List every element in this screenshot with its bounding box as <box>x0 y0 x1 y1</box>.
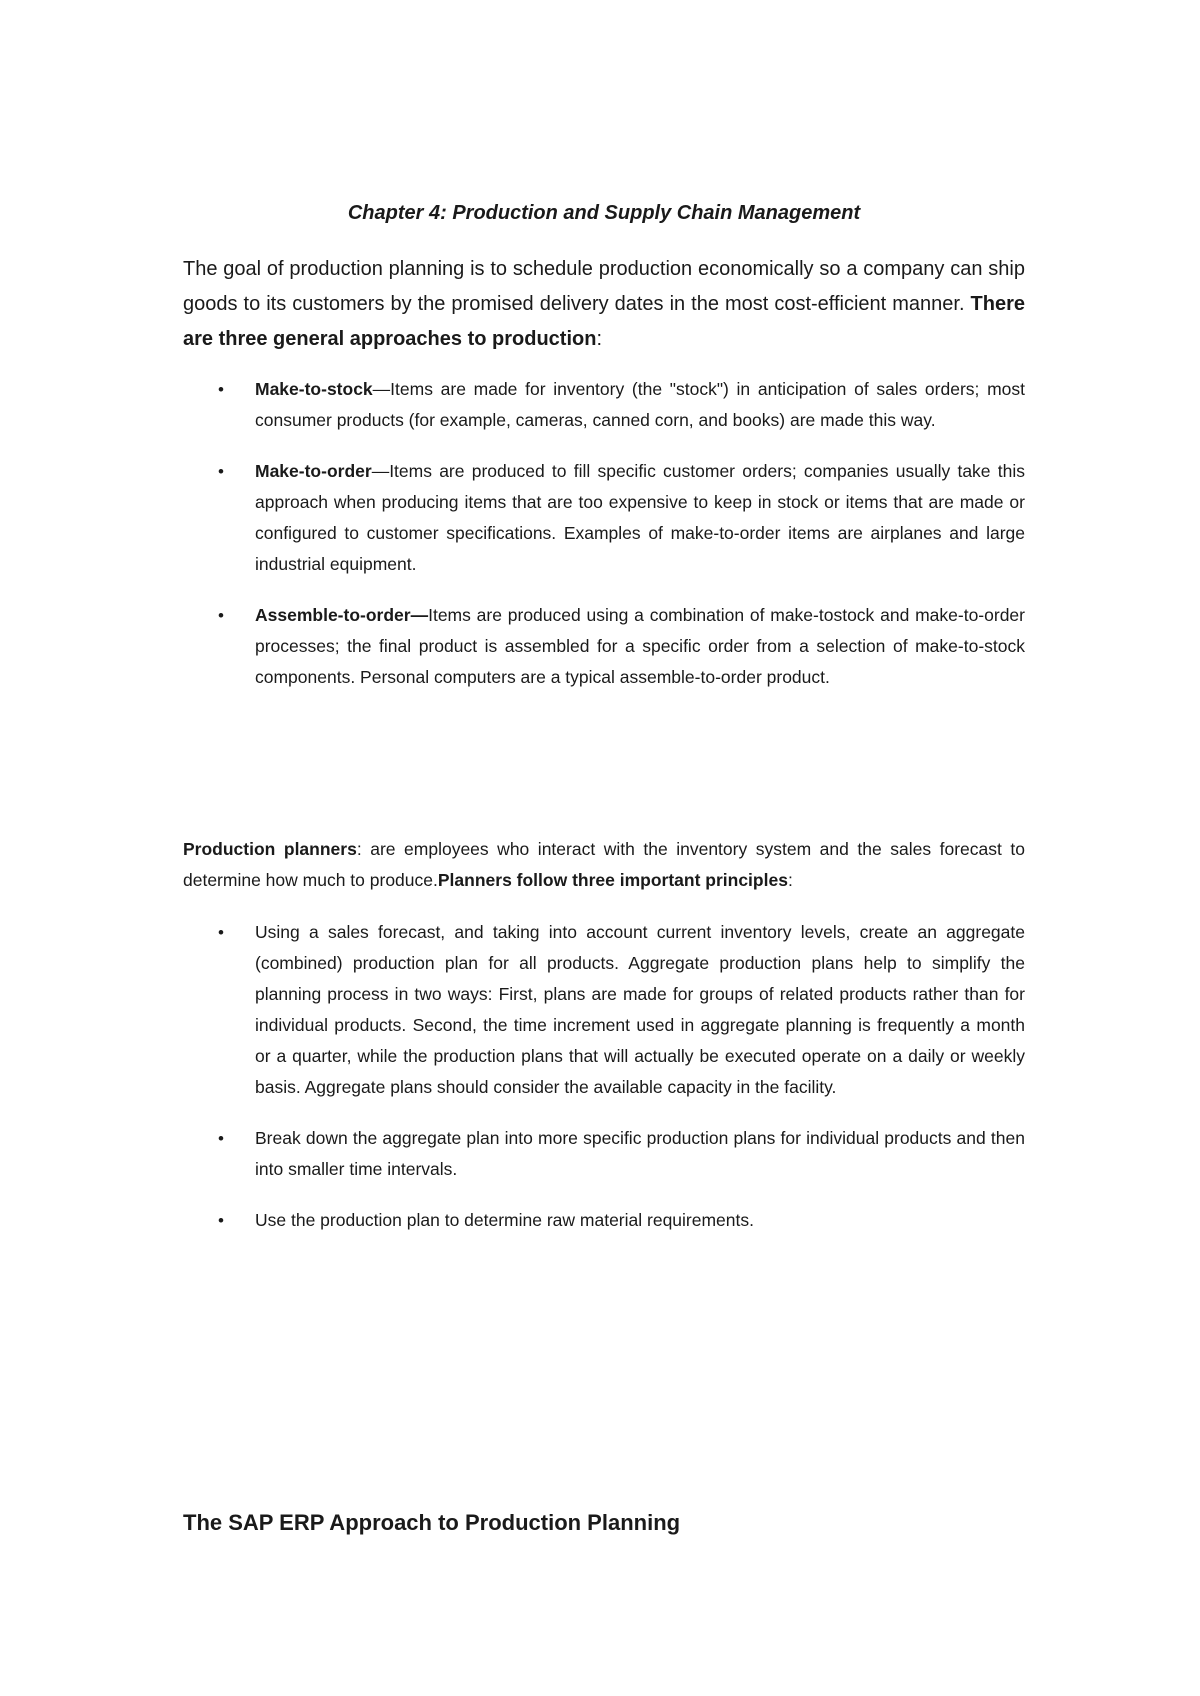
list-item <box>0 600 1200 693</box>
intro-paragraph <box>183 252 1025 357</box>
planners-text: : are employees who interact with the inventory system and the sales forecast to determine how much to produce. <box>183 839 1026 890</box>
approach-term: Make-to-order <box>255 461 372 481</box>
list-item <box>0 374 1200 436</box>
bullet-icon: • <box>218 462 224 481</box>
planners-bold-text: Planners follow three important principles <box>437 870 788 890</box>
intro-bold-text: There are three general approaches to production <box>183 293 1025 350</box>
approach-term: Make-to-stock <box>255 379 373 399</box>
list-item-text <box>255 374 1025 436</box>
principle-text: Using a sales forecast, and taking into account current inventory levels, create an aggregate (combined) production plan for all products. Aggregate production plans help to simplify the planning process in two ways: First, plans are made for groups of related products rather than for individual products. Second, the time increment used in aggregate planning is frequently a month or a quarter, while the production plans that will actually be executed operate on a daily or weekly basis. Aggregate plans should consider the available capacity in the facility. <box>255 922 1025 1097</box>
approach-term: Assemble-to-order— <box>255 605 429 625</box>
list-item <box>0 917 1200 1103</box>
principle-text: Use the production plan to determine raw material requirements. <box>255 1210 754 1230</box>
list-item <box>0 456 1200 580</box>
planners-term: Production planners <box>183 839 357 859</box>
principles-list <box>0 917 1200 1256</box>
planners-tail: : <box>787 870 793 890</box>
list-item <box>0 1205 1200 1236</box>
chapter-title: Chapter 4: Production and Supply Chain Management <box>347 202 861 224</box>
planners-paragraph <box>183 834 1025 896</box>
list-item <box>0 1123 1200 1185</box>
bullet-icon: • <box>218 923 224 942</box>
bullet-icon: • <box>218 1129 224 1148</box>
intro-tail: : <box>596 328 602 350</box>
approach-desc: —Items are made for inventory (the "stock") in anticipation of sales orders; most consumer products (for example, cameras, canned corn, and books) are made this way. <box>255 379 1025 430</box>
bullet-icon: • <box>218 380 224 399</box>
bullet-icon: • <box>218 606 224 625</box>
approach-desc: Items are produced using a combination of make-tostock and make-to-order processes; the final product is assembled for a specific order from a selection of make-to-stock components. Personal computers are a typical assemble-to-order product. <box>255 605 1025 687</box>
list-item-text <box>255 600 1025 693</box>
intro-text: The goal of production planning is to schedule production economically so a company can ship goods to its customers by the promised delivery dates in the most cost-efficient manner. <box>183 258 1025 315</box>
list-item-text <box>255 456 1025 580</box>
approaches-list <box>0 374 1200 713</box>
bullet-icon: • <box>218 1211 224 1230</box>
principle-text: Break down the aggregate plan into more specific production plans for individual products and then into smaller time intervals. <box>255 1128 1025 1179</box>
approach-desc: —Items are produced to fill specific customer orders; companies usually take this approach when producing items that are too expensive to keep in stock or items that are made or configured to customer specifications. Examples of make-to-order items are airplanes and large industrial equipment. <box>255 461 1025 574</box>
section-heading: The SAP ERP Approach to Production Planning <box>183 1510 681 1535</box>
